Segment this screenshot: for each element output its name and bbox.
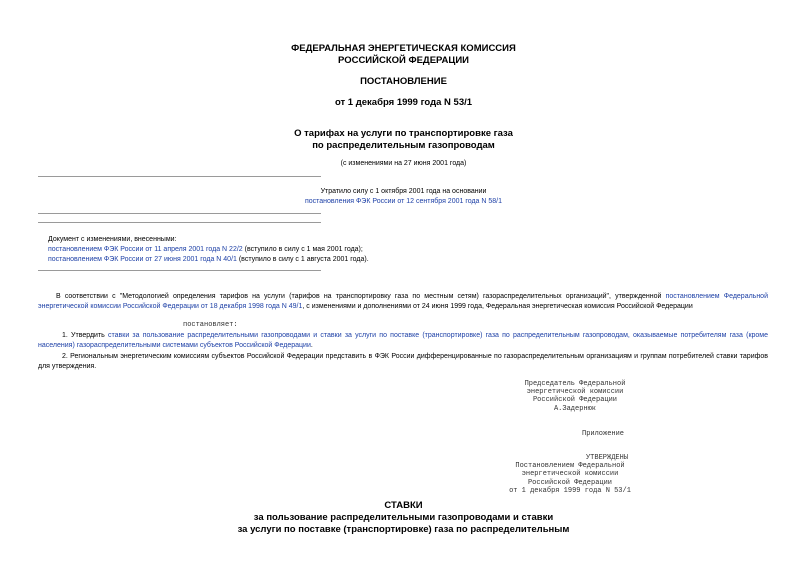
amendment-item-2 xyxy=(48,255,369,264)
repeal-link[interactable]: постановления ФЭК России от 12 сентября 2001 года N 58/1 xyxy=(304,198,503,205)
approval-line: УТВЕРЖДЕНЫ xyxy=(585,454,628,462)
preamble-text: В соответствии с "Методологией определения тарифов на услуги (тарифов на транспортировку газа по местным сетям) газораспределительных организаций", утвержденной xyxy=(56,293,666,300)
rates-title: СТАВКИ xyxy=(384,500,423,511)
rates-subtitle-line2: за услуги по поставке (транспортировке) газа по распределительным xyxy=(237,524,570,535)
point-1-prefix: 1. Утвердить xyxy=(62,332,109,339)
rates-subtitle-line1: за пользование распределительными газопроводами и ставки xyxy=(253,512,554,523)
signatory-name: А.Задернюк xyxy=(553,404,596,413)
document-type: ПОСТАНОВЛЕНИЕ xyxy=(360,76,447,87)
organization-name-line2: РОССИЙСКОЙ ФЕДЕРАЦИИ xyxy=(337,55,469,66)
divider xyxy=(38,176,321,177)
amendment-link-2[interactable]: постановлением ФЭК России от 27 июня 2001 года N 40/1 xyxy=(48,256,237,263)
resolves-word: постановляет: xyxy=(183,321,238,329)
point-1 xyxy=(38,331,768,350)
changes-note: (с изменениями на 27 июня 2001 года) xyxy=(340,160,467,167)
amendment-link-1[interactable]: постановлением ФЭК России от 11 апреля 2001 года N 22/2 xyxy=(48,246,243,253)
approval-line: Российской Федерации xyxy=(527,478,612,487)
approval-line: от 1 декабря 1999 года N 53/1 xyxy=(509,486,631,495)
amendment-note-1: (вступило в силу с 1 мая 2001 года); xyxy=(242,246,363,253)
point-1-suffix: . xyxy=(310,341,313,349)
document-title-line1: О тарифах на услуги по транспортировке газа xyxy=(294,128,513,139)
approval-line: энергетической комиссии xyxy=(521,470,619,479)
document-title-line2: по распределительным газопроводам xyxy=(312,140,495,151)
amendment-note-2: (вступило в силу с 1 августа 2001 года). xyxy=(236,256,369,263)
point-2: 2. Региональным энергетическим комиссиям субъектов Российской Федерации представить в ФЭК России дифференцированные по газораспределительным организациям и группам потребителей ставки тарифов для утверждения. xyxy=(38,353,768,370)
organization-name-line1: ФЕДЕРАЛЬНАЯ ЭНЕРГЕТИЧЕСКАЯ КОМИССИЯ xyxy=(291,43,516,54)
document-date: от 1 декабря 1999 года N 53/1 xyxy=(334,97,473,108)
preamble-paragraph xyxy=(38,292,768,311)
amendment-item-1 xyxy=(48,245,363,254)
signature-line: Председатель Федеральной xyxy=(524,380,626,388)
preamble-text-end: , с изменениями и дополнениями от 24 июня 1999 года, Федеральная энергетическая комиссия Российской Федерации xyxy=(302,302,693,310)
approval-line: Постановлением Федеральной xyxy=(515,462,625,471)
signature-line: энергетической комиссии xyxy=(526,388,624,397)
rates-link[interactable]: ставки за пользование распределительными газопроводами и ставки за услуги по поставке (транспортировке) газа по распределительным газопроводам, оказываемые потребителям газа (кроме населения) газораспределительными системами субъектов Российской Федерации xyxy=(38,332,768,349)
appendix-label: Приложение xyxy=(582,430,625,438)
status-line: Утратило силу с 1 октября 2001 года на основании xyxy=(320,188,487,195)
signature-block xyxy=(505,380,645,413)
signature-line: Российской Федерации xyxy=(532,396,617,405)
amendments-intro: Документ с изменениями, внесенными: xyxy=(48,236,177,243)
approval-block xyxy=(500,454,640,495)
divider xyxy=(38,270,321,271)
divider xyxy=(38,222,321,223)
divider xyxy=(38,213,321,214)
methodology-link[interactable]: постановлением Федеральной энергетической комиссии Российской Федерации от 18 декабря 1998 года N 49/1 xyxy=(38,293,768,310)
